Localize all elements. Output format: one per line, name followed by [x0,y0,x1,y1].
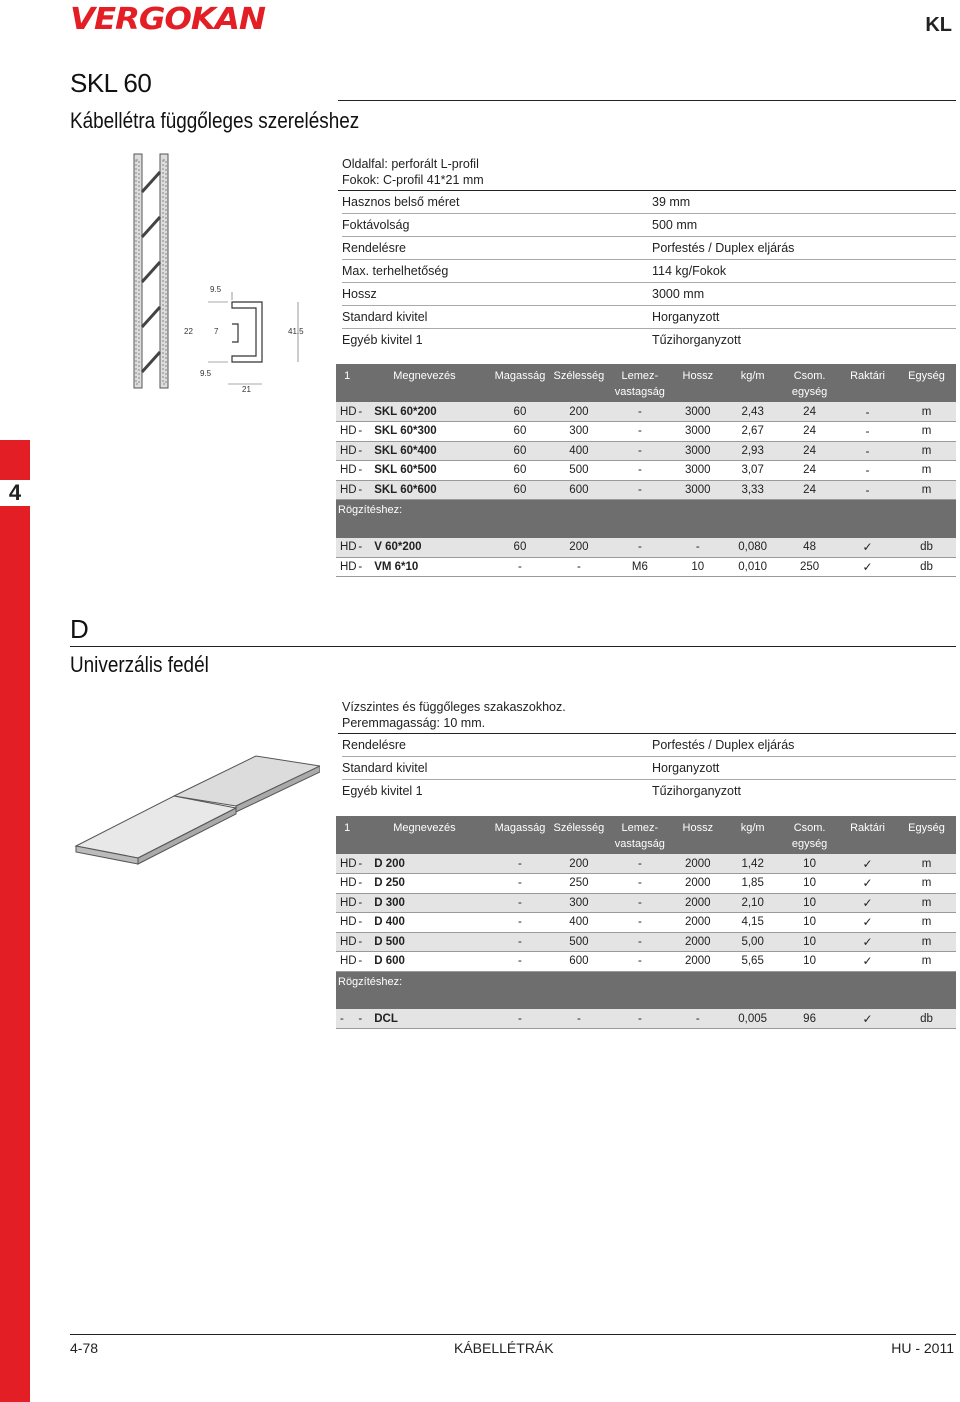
table-cell: 400 [549,913,608,933]
col-header: Magasság [490,364,549,402]
spec-row [342,261,956,283]
dim-label: 7 [214,327,219,336]
product-code: - D 600 [358,952,490,972]
spec-label: Standard kivitel [342,310,428,324]
spec-row [342,284,956,306]
table-cell: 10 [781,893,838,913]
product-description: Oldalfal: perforált L-profil [342,157,479,171]
spec-value: 39 mm [652,195,691,209]
table-cell: 5,65 [724,952,781,972]
col-header: kg/m [724,816,781,854]
stock-check: ✓ [838,893,897,913]
spec-row [342,238,956,260]
spec-rule [338,733,956,734]
spec-row [342,330,956,352]
table-cell: - [549,557,608,577]
table-cell: - [608,538,671,558]
stock-check: - [838,480,897,500]
table-cell: 500 [549,932,608,952]
table-row [336,952,956,972]
spec-value: 500 mm [652,218,698,232]
col-header: Raktári [838,364,897,402]
title-rule [338,100,956,101]
table-cell: 200 [549,538,608,558]
product-description: Vízszintes és függőleges szakaszokhoz. [342,700,566,714]
table-row [336,538,956,558]
table-cell: 2,43 [724,402,781,422]
table-cell: - [608,441,671,461]
table-cell: 2000 [671,893,724,913]
col-header: Egység [897,816,956,854]
stock-check: - [838,422,897,442]
table-cell: 1,85 [724,874,781,894]
col-header: 1 [336,364,358,402]
spec-value: Horganyzott [652,761,720,775]
table-cell: 96 [781,1009,838,1029]
table-cell: 5,00 [724,932,781,952]
product-title: D [70,614,89,644]
product-code: - SKL 60*600 [358,480,490,500]
title-rule [70,646,956,647]
spec-label: Rendelésre [342,241,406,255]
col-header: Lemez- vastagság [608,364,671,402]
table-row [336,1009,956,1029]
table-cell: - [608,1009,671,1029]
stock-check: ✓ [838,932,897,952]
spec-label: Foktávolság [342,218,410,232]
table-cell: 60 [490,402,549,422]
spec-row [342,735,956,757]
spec-value: Tűzihorganyzott [652,333,741,347]
spec-value: 3000 mm [652,287,705,301]
product-code: - D 500 [358,932,490,952]
col-header: Hossz [671,816,724,854]
spec-value: Porfestés / Duplex eljárás [652,241,795,255]
table-cell: - [608,874,671,894]
table-cell: 300 [549,893,608,913]
table-cell: 3,33 [724,480,781,500]
table-cell: 1,42 [724,854,781,874]
table-row [336,557,956,577]
col-header: Csom. egység [781,816,838,854]
table-cell: - [490,854,549,874]
table-cell: 4,15 [724,913,781,933]
row-prefix: HD [336,422,358,442]
table-cell: 24 [781,480,838,500]
footer-edition: HU - 2011 [891,1340,954,1356]
table-cell: - [490,893,549,913]
spec-value: Tűzihorganyzott [652,784,741,798]
table-cell: 10 [781,952,838,972]
product-code: - VM 6*10 [358,557,490,577]
table-cell: - [608,952,671,972]
table-cell: - [490,1009,549,1029]
col-header: Szélesség [549,816,608,854]
table-row [336,893,956,913]
row-prefix: HD [336,461,358,481]
spec-row [342,192,956,214]
row-prefix: HD [336,952,358,972]
table-cell: 3000 [671,480,724,500]
chapter-number: 4 [0,480,30,506]
spec-row [342,781,956,803]
stock-check: ✓ [838,913,897,933]
product-code: - V 60*200 [358,538,490,558]
col-header: Megnevezés [358,364,490,402]
spec-value: 114 kg/Fokok [652,264,727,278]
table-cell: 2,10 [724,893,781,913]
spec-label: Standard kivitel [342,761,428,775]
table-row [336,422,956,442]
product-table [336,816,956,1029]
table-cell: 2,93 [724,441,781,461]
table-cell: - [490,932,549,952]
table-cell: 0,005 [724,1009,781,1029]
fixing-header-row [336,500,956,538]
col-header: Lemez- vastagság [608,816,671,854]
row-prefix: HD [336,874,358,894]
table-cell: 0,010 [724,557,781,577]
chapter-side-bar [0,440,30,1402]
spec-rule [338,190,956,191]
table-cell: m [897,402,956,422]
table-cell: - [608,913,671,933]
stock-check: - [838,461,897,481]
spec-label: Hasznos belső méret [342,195,460,209]
footer-rule [70,1334,956,1335]
table-cell: m [897,874,956,894]
product-code: - SKL 60*200 [358,402,490,422]
product-code: - D 250 [358,874,490,894]
dim-label: 9.5 [210,285,222,294]
product-subtitle: Kábellétra függőleges szereléshez [70,108,360,133]
table-cell: 2000 [671,952,724,972]
col-header: Csom. egység [781,364,838,402]
table-cell: 2,67 [724,422,781,442]
table-cell: - [608,893,671,913]
product-code: - D 300 [358,893,490,913]
spec-row [342,307,956,329]
spec-label: Egyéb kivitel 1 [342,784,423,798]
table-cell: m [897,932,956,952]
dim-label: 9.5 [200,369,212,378]
table-cell: 60 [490,461,549,481]
col-header: Hossz [671,364,724,402]
table-cell: m [897,854,956,874]
row-prefix: HD [336,557,358,577]
table-row [336,461,956,481]
table-cell: 200 [549,854,608,874]
col-header: 1 [336,816,358,854]
table-cell: - [490,913,549,933]
table-cell: db [897,557,956,577]
spec-label: Hossz [342,287,377,301]
dim-label: 41.5 [288,327,304,336]
spec-label: Egyéb kivitel 1 [342,333,423,347]
fixing-label: Rögzítéshez: [336,971,956,1009]
table-cell: 60 [490,422,549,442]
table-cell: - [608,461,671,481]
row-prefix: HD [336,913,358,933]
table-cell: - [490,952,549,972]
product-code: - D 200 [358,854,490,874]
table-cell: - [608,402,671,422]
table-cell: - [608,422,671,442]
table-cell: 2000 [671,854,724,874]
table-cell: 3,07 [724,461,781,481]
product-code: - SKL 60*500 [358,461,490,481]
spec-value: Horganyzott [652,310,720,324]
table-cell: 24 [781,441,838,461]
spec-value: Porfestés / Duplex eljárás [652,738,795,752]
spec-label: Rendelésre [342,738,406,752]
table-cell: - [490,874,549,894]
spec-row [342,758,956,780]
table-cell: 200 [549,402,608,422]
stock-check: ✓ [838,874,897,894]
table-cell: 10 [781,913,838,933]
table-cell: m [897,422,956,442]
product-title: SKL 60 [70,68,152,98]
table-cell: 250 [781,557,838,577]
table-cell: - [490,557,549,577]
product-code: - SKL 60*300 [358,422,490,442]
product-code: - SKL 60*400 [358,441,490,461]
row-prefix: HD [336,932,358,952]
table-cell: m [897,461,956,481]
table-cell: 48 [781,538,838,558]
table-cell: 2000 [671,874,724,894]
row-prefix: HD [336,538,358,558]
table-cell: 24 [781,402,838,422]
table-header-row [336,816,956,854]
table-cell: 400 [549,441,608,461]
stock-check: ✓ [838,854,897,874]
table-cell: 10 [781,874,838,894]
table-row [336,874,956,894]
table-cell: - [671,1009,724,1029]
page-number: 4-78 [70,1340,99,1356]
table-row [336,480,956,500]
table-cell: 3000 [671,461,724,481]
table-row [336,932,956,952]
table-cell: 60 [490,480,549,500]
table-cell: 2000 [671,913,724,933]
footer-section: KÁBELLÉTRÁK [454,1340,554,1356]
spec-row [342,215,956,237]
dim-label: 21 [242,385,251,392]
fixing-header-row [336,971,956,1009]
table-cell: 2000 [671,932,724,952]
table-cell: db [897,538,956,558]
table-cell: 600 [549,480,608,500]
table-cell: 24 [781,422,838,442]
table-header-row [336,364,956,402]
table-cell: 60 [490,538,549,558]
brand-logo: VERGOKAN [70,2,265,37]
table-row [336,913,956,933]
table-cell: m [897,913,956,933]
table-row [336,854,956,874]
section-code: KL [925,14,952,36]
table-cell: db [897,1009,956,1029]
row-prefix: HD [336,480,358,500]
table-cell: - [671,538,724,558]
spec-label: Max. terhelhetőség [342,264,449,278]
row-prefix: HD [336,441,358,461]
table-cell: 0,080 [724,538,781,558]
table-row [336,441,956,461]
stock-check: ✓ [838,1009,897,1029]
col-header: Szélesség [549,364,608,402]
product-code: - DCL [358,1009,490,1029]
ladder-drawing [128,152,308,392]
stock-check: ✓ [838,952,897,972]
table-cell: 3000 [671,402,724,422]
table-cell: M6 [608,557,671,577]
product-description: Fokok: C-profil 41*21 mm [342,173,484,187]
col-header: Egység [897,364,956,402]
table-cell: 60 [490,441,549,461]
stock-check: - [838,441,897,461]
table-cell: - [549,1009,608,1029]
table-cell: 300 [549,422,608,442]
table-cell: m [897,893,956,913]
table-cell: 10 [781,854,838,874]
table-cell: 10 [671,557,724,577]
stock-check: - [838,402,897,422]
table-cell: 500 [549,461,608,481]
row-prefix: - [336,1009,358,1029]
table-cell: 3000 [671,441,724,461]
col-header: Megnevezés [358,816,490,854]
product-code: - D 400 [358,913,490,933]
stock-check: ✓ [838,538,897,558]
table-cell: 10 [781,932,838,952]
table-cell: m [897,952,956,972]
table-cell: 600 [549,952,608,972]
table-cell: 250 [549,874,608,894]
stock-check: ✓ [838,557,897,577]
table-cell: - [608,480,671,500]
dim-label: 22 [184,327,193,336]
table-cell: - [608,854,671,874]
table-cell: - [608,932,671,952]
table-row [336,402,956,422]
product-subtitle: Univerzális fedél [70,652,209,677]
table-cell: 3000 [671,422,724,442]
cover-drawing [70,750,320,890]
fixing-label: Rögzítéshez: [336,500,956,538]
col-header: Raktári [838,816,897,854]
table-cell: 24 [781,461,838,481]
row-prefix: HD [336,854,358,874]
product-table [336,364,956,577]
col-header: kg/m [724,364,781,402]
table-cell: m [897,480,956,500]
row-prefix: HD [336,893,358,913]
col-header: Magasság [490,816,549,854]
row-prefix: HD [336,402,358,422]
table-cell: m [897,441,956,461]
product-description: Peremmagasság: 10 mm. [342,716,486,730]
